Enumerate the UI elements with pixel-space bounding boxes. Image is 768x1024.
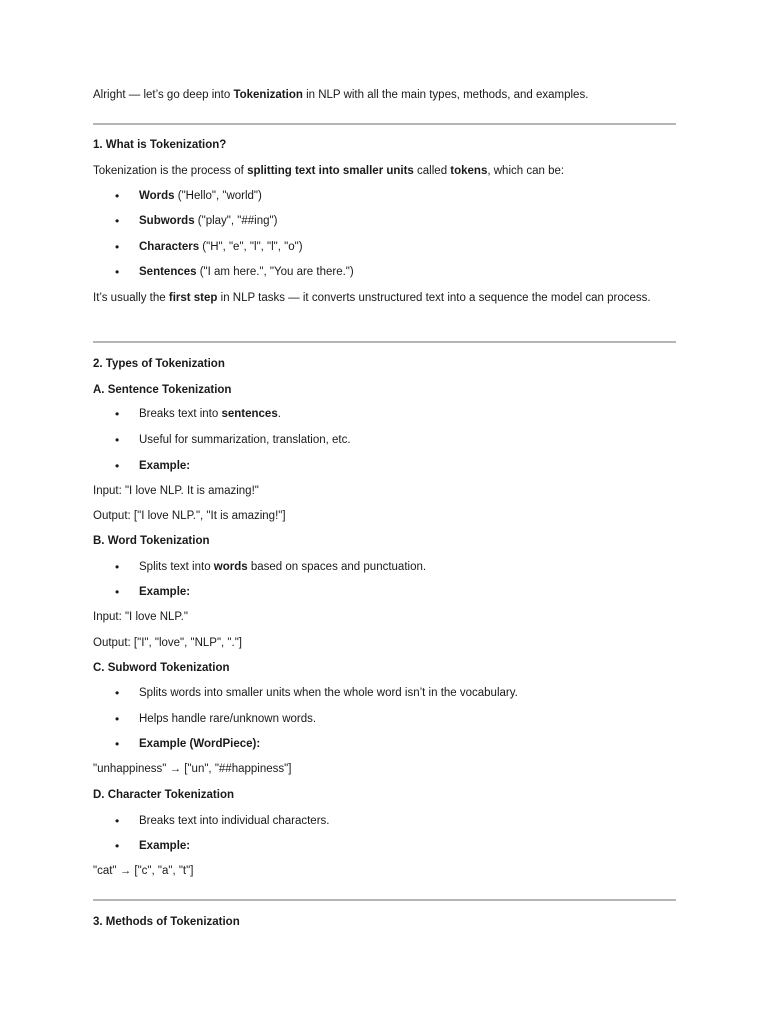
bullet-icon: • — [115, 407, 120, 421]
list-item-words: Words ("Hello", "world") — [139, 190, 262, 202]
bullet-icon: • — [115, 240, 120, 254]
list-item: Breaks text into individual characters. — [139, 815, 330, 827]
example-output: Output: ["I", "love", "NLP", "."] — [93, 637, 242, 649]
bullet-icon: • — [115, 459, 120, 473]
bullet-icon: • — [115, 585, 120, 599]
bullet-icon: • — [115, 737, 120, 751]
list-item: Breaks text into sentences. — [139, 408, 281, 420]
list-item: Useful for summarization, translation, etc. — [139, 434, 351, 446]
intro-paragraph: Alright — let’s go deep into Tokenization in NLP with all the main types, methods, and examples. — [93, 89, 589, 101]
subheading-sentence-tokenization: A. Sentence Tokenization — [93, 384, 232, 396]
example-subword: "unhappiness" → ["un", "##happiness"] — [93, 763, 292, 775]
bullet-icon: • — [115, 712, 120, 726]
list-item: Splits words into smaller units when the whole word isn’t in the vocabulary. — [139, 687, 518, 699]
subheading-word-tokenization: B. Word Tokenization — [93, 535, 210, 547]
list-item-characters: Characters ("H", "e", "l", "l", "o") — [139, 241, 303, 253]
example-output: Output: ["I love NLP.", "It is amazing!"] — [93, 510, 286, 522]
list-item: Splits text into words based on spaces and punctuation. — [139, 561, 427, 573]
divider-2 — [93, 341, 676, 343]
list-item: Helps handle rare/unknown words. — [139, 713, 317, 725]
bullet-icon: • — [115, 686, 120, 700]
bullet-icon: • — [115, 433, 120, 447]
list-item-example-label: Example: — [139, 586, 191, 598]
list-item-example-label: Example: — [139, 840, 191, 852]
bullet-icon: • — [115, 839, 120, 853]
example-input: Input: "I love NLP. It is amazing!" — [93, 485, 259, 497]
bullet-icon: • — [115, 560, 120, 574]
bullet-icon: • — [115, 189, 120, 203]
bullet-icon: • — [115, 214, 120, 228]
example-character: "cat" → ["c", "a", "t"] — [93, 865, 194, 877]
bullet-icon: • — [115, 265, 120, 279]
subheading-subword-tokenization: C. Subword Tokenization — [93, 662, 230, 674]
paragraph-definition: Tokenization is the process of splitting text into smaller units called tokens, which can be: — [93, 165, 565, 177]
list-item-example-label: Example: — [139, 460, 191, 472]
section-heading-types: 2. Types of Tokenization — [93, 358, 225, 370]
subheading-character-tokenization: D. Character Tokenization — [93, 789, 235, 801]
divider-1 — [93, 123, 676, 125]
section-heading-methods: 3. Methods of Tokenization — [93, 916, 240, 928]
list-item-subwords: Subwords ("play", "##ing") — [139, 215, 278, 227]
bullet-icon: • — [115, 814, 120, 828]
example-input: Input: "I love NLP." — [93, 611, 188, 623]
divider-3 — [93, 899, 676, 901]
section-heading-what-is: 1. What is Tokenization? — [93, 139, 227, 151]
paragraph-first-step: It’s usually the first step in NLP tasks — it converts unstructured text into a sequence the model can process. — [93, 292, 651, 304]
list-item-example-label: Example (WordPiece): — [139, 738, 261, 750]
list-item-sentences: Sentences ("I am here.", "You are there.") — [139, 266, 354, 278]
